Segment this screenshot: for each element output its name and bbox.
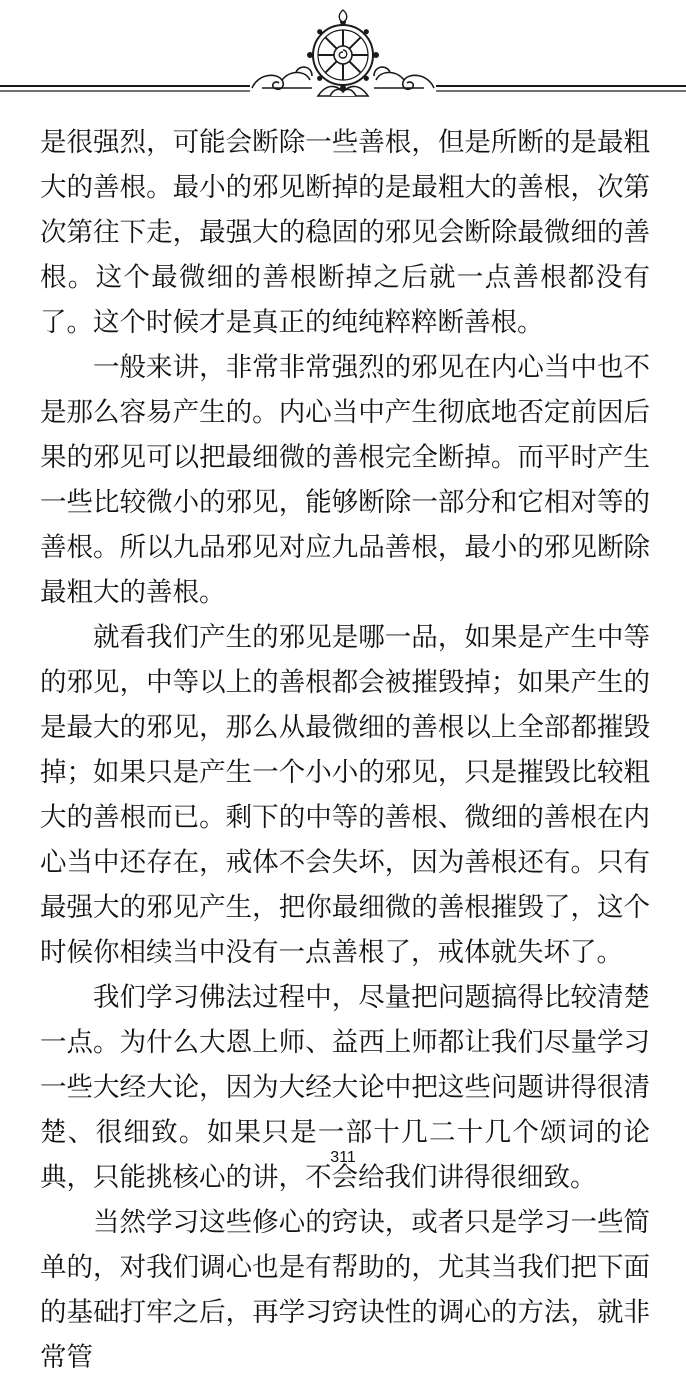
body-text (40, 120, 650, 1380)
page-number: 311 (330, 1149, 356, 1166)
paragraph-5: 当然学习这些修心的窍诀，或者只是学习一些简单的，对我们调心也是有帮助的，尤其当我们把下面的基础打牢之后，再学习窍诀性的调心的方法，就非常管 (40, 1207, 650, 1373)
page-header (0, 0, 686, 110)
paragraph-1: 是很强烈，可能会断除一些善根，但是所断的是最粗大的善根。最小的邪见断掉的是最粗大的善根，次第次第往下走，最强大的稳固的邪见会断除最微细的善根。这个最微细的善根断掉之后就一点善根都没有了。这个时候才是真正的纯纯粹粹断善根。 (40, 127, 650, 338)
paragraph-3: 就看我们产生的邪见是哪一品，如果是产生中等的邪见，中等以上的善根都会被摧毁掉；如果产生的是最大的邪见，那么从最微细的善根以上全部都摧毁掉；如果只是产生一个小小的邪见，只是摧毁比较粗大的善根而已。剩下的中等的善根、微细的善根在内心当中还存在，戒体不会失坏，因为善根还有。只有最强大的邪见产生，把你最细微的善根摧毁了，这个时候你相续当中没有一点善根了，戒体就失坏了。 (40, 622, 650, 968)
paragraph-4: 我们学习佛法过程中，尽量把问题搞得比较清楚一点。为什么大恩上师、益西上师都让我们尽量学习一些大经大论，因为大经大论中把这些问题讲得很清楚、很细致。如果只是一部十几二十几个颂词的论典，只能挑核心的讲，不会给我们讲得很细致。 (40, 982, 650, 1193)
dharma-wheel-ornament-icon (0, 0, 686, 110)
paragraph-2: 一般来讲，非常非常强烈的邪见在内心当中也不是那么容易产生的。内心当中产生彻底地否定前因后果的邪见可以把最细微的善根完全断掉。而平时产生一些比较微小的邪见，能够断除一部分和它相对等的善根。所以九品邪见对应九品善根，最小的邪见断除最粗大的善根。 (40, 352, 650, 608)
